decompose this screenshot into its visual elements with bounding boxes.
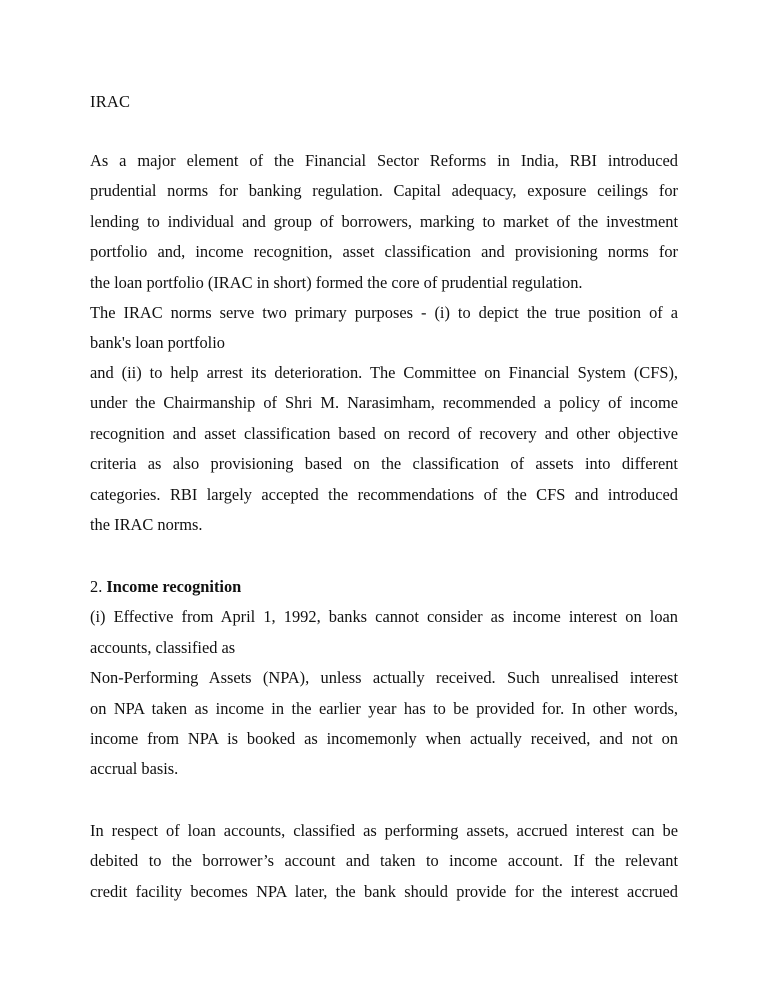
text-line: debited to the borrower’s account and taken to income account. If the relevant [90,851,678,871]
text-line: (i) Effective from April 1, 1992, banks cannot consider as income interest on loan [90,607,678,627]
paragraph-performing-assets [90,816,678,907]
paragraph-irac-purposes [90,298,678,359]
text-line: In respect of loan accounts, classified as performing assets, accrued interest can be [90,821,678,840]
text-line: credit facility becomes NPA later, the bank should provide for the interest accrued [90,881,678,901]
text-line: bank's loan portfolio [90,333,225,353]
section-heading [90,572,678,602]
section-number: 2. [90,577,107,596]
section-income-recognition [90,572,678,785]
text-line: prudential norms for banking regulation. Capital adequacy, exposure ceilings for [90,181,678,201]
text-line: categories. RBI largely accepted the recommendations of the CFS and introduced [90,484,678,504]
text-line: the IRAC norms. [90,515,203,535]
text-line: As a major element of the Financial Sector Reforms in India, RBI introduced [90,151,678,170]
text-line: accrual basis. [90,759,179,779]
text-line: lending to individual and group of borrowers, marking to market of the investment [90,211,678,231]
text-line: Non-Performing Assets (NPA), unless actually received. Such unrealised interest [90,668,678,688]
text-line: The IRAC norms serve two primary purposes - (i) to depict the true position of a [90,303,678,322]
text-line: income from NPA is booked as incomemonly when actually received, and not on [90,729,678,749]
text-line: criteria as also provisioning based on the classification of assets into different [90,454,678,474]
text-line: accounts, classified as [90,637,236,657]
text-line: recognition and asset classification based on record of recovery and other objective [90,423,678,443]
text-line: on NPA taken as income in the earlier year has to be provided for. In other words, [90,698,678,718]
text-line: portfolio and, income recognition, asset classification and provisioning norms for [90,242,678,262]
paragraph-prudential-norms [90,146,678,298]
section-title: Income recognition [106,577,242,596]
document-heading: IRAC [90,92,131,111]
paragraph-cfs-recommendations [90,358,678,540]
text-line: under the Chairmanship of Shri M. Narasimham, recommended a policy of income [90,393,678,413]
text-line: the loan portfolio (IRAC in short) formed the core of prudential regulation. [90,272,583,292]
text-line: and (ii) to help arrest its deterioration. The Committee on Financial System (CFS), [90,363,678,382]
